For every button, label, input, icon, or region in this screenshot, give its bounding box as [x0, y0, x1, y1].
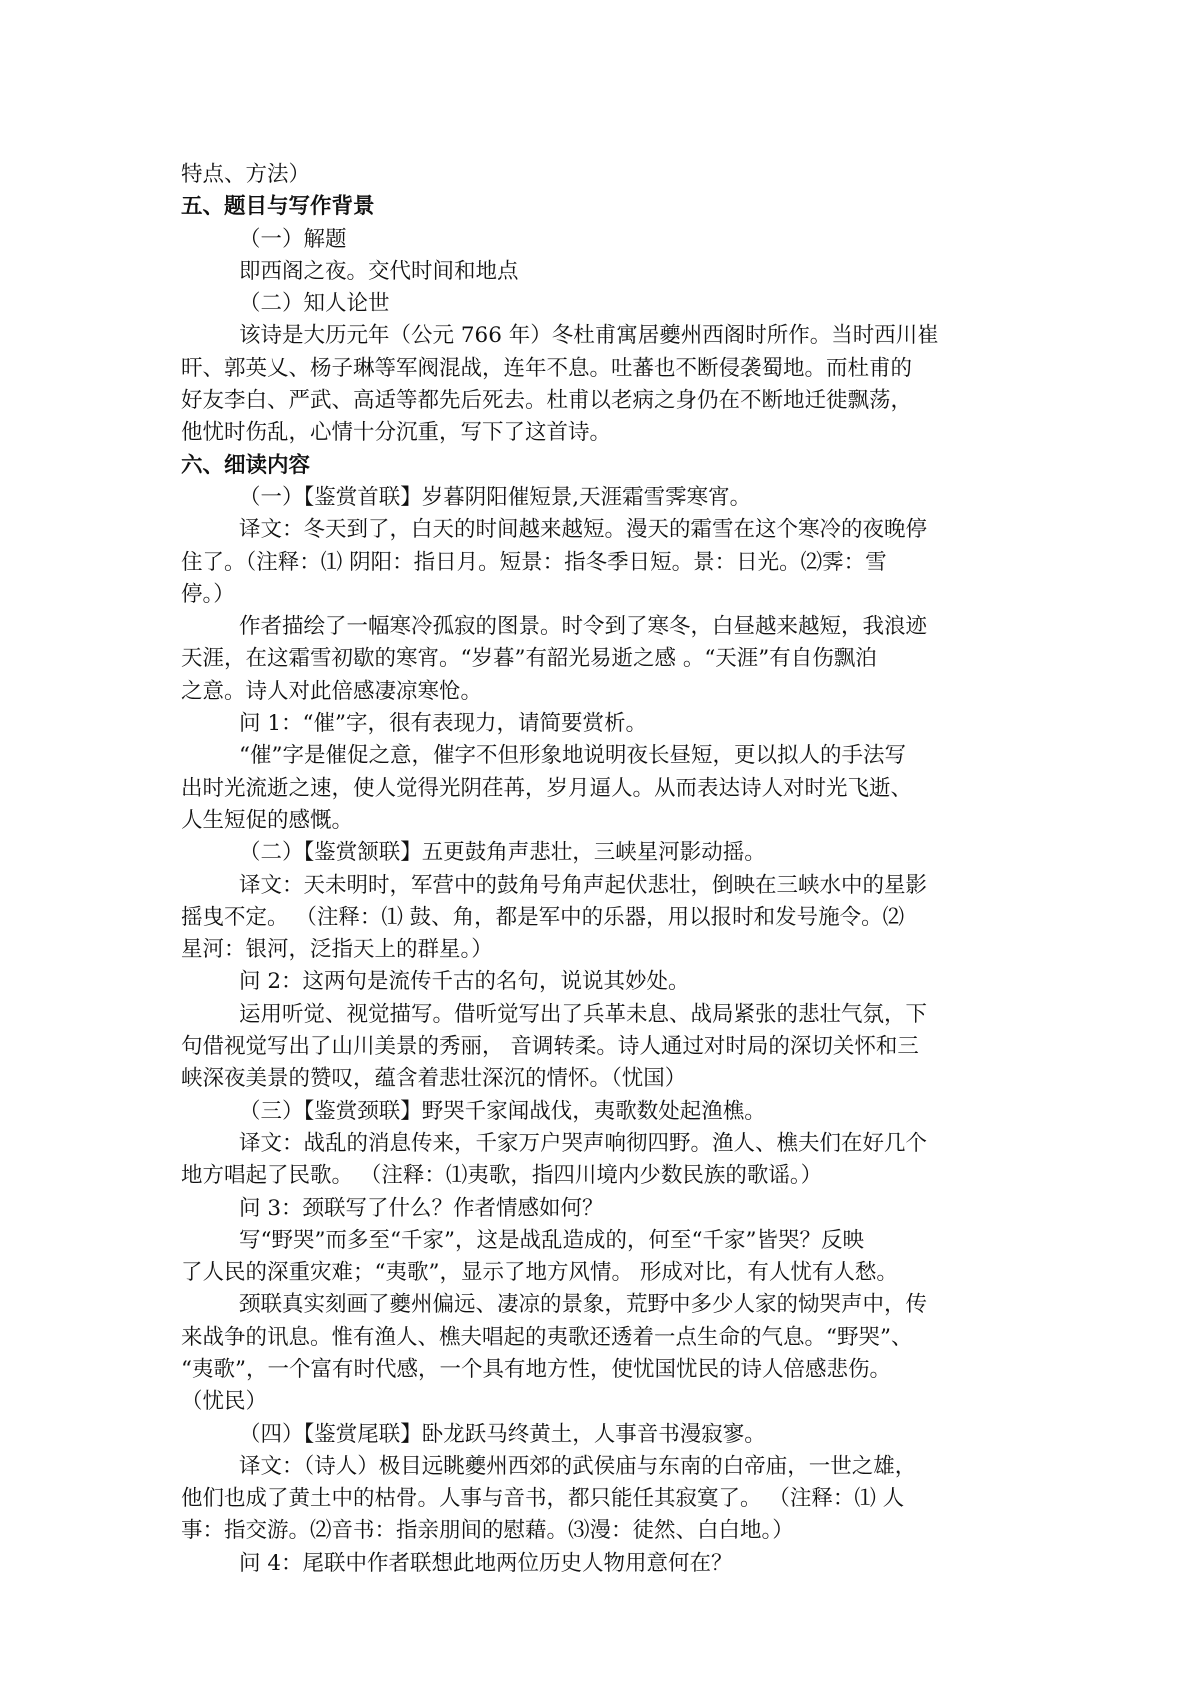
text-line: 特点、方法）: [181, 162, 311, 187]
text-line: 住了。（注释：⑴ 阴阳：指日月。短景：指冬季日短。景：日光。⑵霁：雪: [181, 549, 887, 575]
document-page: [181, 159, 1021, 1580]
text-line: “夷歌”，一个富有时代感，一个具有地方性，使忧国忧民的诗人倍感悲伤。: [181, 1356, 891, 1382]
text-line: 峡深夜美景的赞叹，蕴含着悲壮深沉的情怀。（忧国）: [181, 1066, 687, 1092]
text-line: 来战争的讯息。惟有渔人、樵夫唱起的夷歌还透着一点生命的气息。“野哭”、: [181, 1324, 913, 1350]
text-line: 译文：（诗人）极目远眺夔州西郊的武侯庙与东南的白帝庙，一世之雄，: [239, 1453, 917, 1479]
text-line: 颈联真实刻画了夔州偏远、凄凉的景象，荒野中多少人家的恸哭声中，传: [239, 1292, 928, 1318]
text-line: 问 4：尾联中作者联想此地两位历史人物用意何在？: [239, 1550, 733, 1576]
text-line: 旰、郭英乂、杨子琳等军阀混战，连年不息。吐蕃也不断侵袭蜀地。而杜甫的: [181, 355, 913, 381]
text-line: “催”字是催促之意，催字不但形象地说明夜长昼短，更以拟人的手法写: [239, 743, 906, 769]
text-line: 停。）: [181, 581, 235, 607]
section-heading: 五、题目与写作背景: [181, 194, 375, 220]
text-line: 事：指交游。⑵音书：指亲朋间的慰藉。⑶漫：徒然、白白地。）: [181, 1518, 794, 1544]
text-line: 地方唱起了民歌。 （注释：⑴夷歌，指四川境内少数民族的歌谣。）: [181, 1163, 823, 1189]
text-line: 写“野哭”而多至“千家”，这是战乱造成的，何至“千家”皆哭？反映: [239, 1227, 864, 1253]
text-line: 作者描绘了一幅寒冷孤寂的图景。时令到了寒冬，白昼越来越短，我浪迹: [239, 614, 928, 640]
text-line: 问 3：颈联写了什么？作者情感如何？: [239, 1195, 604, 1221]
text-line: 译文：天未明时，军营中的鼓角号角声起伏悲壮，倒映在三峡水中的星影: [239, 872, 928, 898]
text-line: 天涯，在这霜雪初歇的寒宵。“岁暮”有韶光易逝之感 。“天涯”有自伤飘泊: [181, 646, 877, 672]
text-line: 好友李白、严武、高适等都先后死去。杜甫以老病之身仍在不断地迁徙飘荡，: [181, 388, 913, 414]
text-line: （二）知人论世: [239, 291, 390, 317]
text-line: 运用听觉、视觉描写。借听觉写出了兵革未息、战局紧张的悲壮气氛，下: [239, 1001, 928, 1027]
text-line: 即西阁之夜。交代时间和地点: [239, 258, 519, 284]
text-line: 该诗是大历元年（公元 766 年）冬杜甫寓居夔州西阁时所作。当时西川崔: [239, 323, 939, 349]
text-line: （三）【鉴赏颈联】野哭千家闻战伐，夷歌数处起渔樵。: [239, 1098, 766, 1124]
text-line: 他忧时伤乱，心情十分沉重，写下了这首诗。: [181, 420, 612, 446]
text-line: （忧民）: [181, 1389, 268, 1415]
text-line: 问 2：这两句是流传千古的名句，说说其妙处。: [239, 969, 690, 995]
text-line: 问 1：“催”字，很有表现力，请简要赏析。: [239, 711, 647, 737]
text-line: 译文：冬天到了，白天的时间越来越短。漫天的霜雪在这个寒冷的夜晚停: [239, 517, 928, 543]
text-line: 译文：战乱的消息传来，千家万户哭声响彻四野。渔人、樵夫们在好几个: [239, 1130, 928, 1156]
text-line: 摇曳不定。 （注释：⑴ 鼓、角，都是军中的乐器，用以报时和发号施令。⑵: [181, 904, 905, 930]
text-line: 了人民的深重灾难；“夷歌”，显示了地方风情。 形成对比，有人忧有人愁。: [181, 1260, 898, 1286]
text-line: （四）【鉴赏尾联】卧龙跃马终黄土，人事音书漫寂寥。: [239, 1421, 766, 1447]
text-line: 出时光流逝之速，使人觉得光阴荏苒，岁月逼人。从而表达诗人对时光飞逝、: [181, 775, 913, 801]
text-line: （一）【鉴赏首联】岁暮阴阳催短景,天涯霜雪霁寒宵。: [239, 484, 752, 510]
text-line: 人生短促的感慨。: [181, 807, 354, 833]
text-line: 之意。诗人对此倍感凄凉寒怆。: [181, 678, 483, 704]
text-line: （二）【鉴赏颔联】五更鼓角声悲壮，三峡星河影动摇。: [239, 840, 766, 866]
text-line: 句借视觉写出了山川美景的秀丽， 音调转柔。诗人通过对时局的深切关怀和三: [181, 1034, 919, 1060]
section-heading: 六、细读内容: [181, 452, 311, 478]
text-line: 他们也成了黄土中的枯骨。人事与音书，都只能任其寂寞了。 （注释：⑴ 人: [181, 1486, 905, 1512]
text-line: （一）解题: [239, 226, 347, 252]
text-line: 星河：银河，泛指天上的群星。）: [181, 937, 493, 963]
